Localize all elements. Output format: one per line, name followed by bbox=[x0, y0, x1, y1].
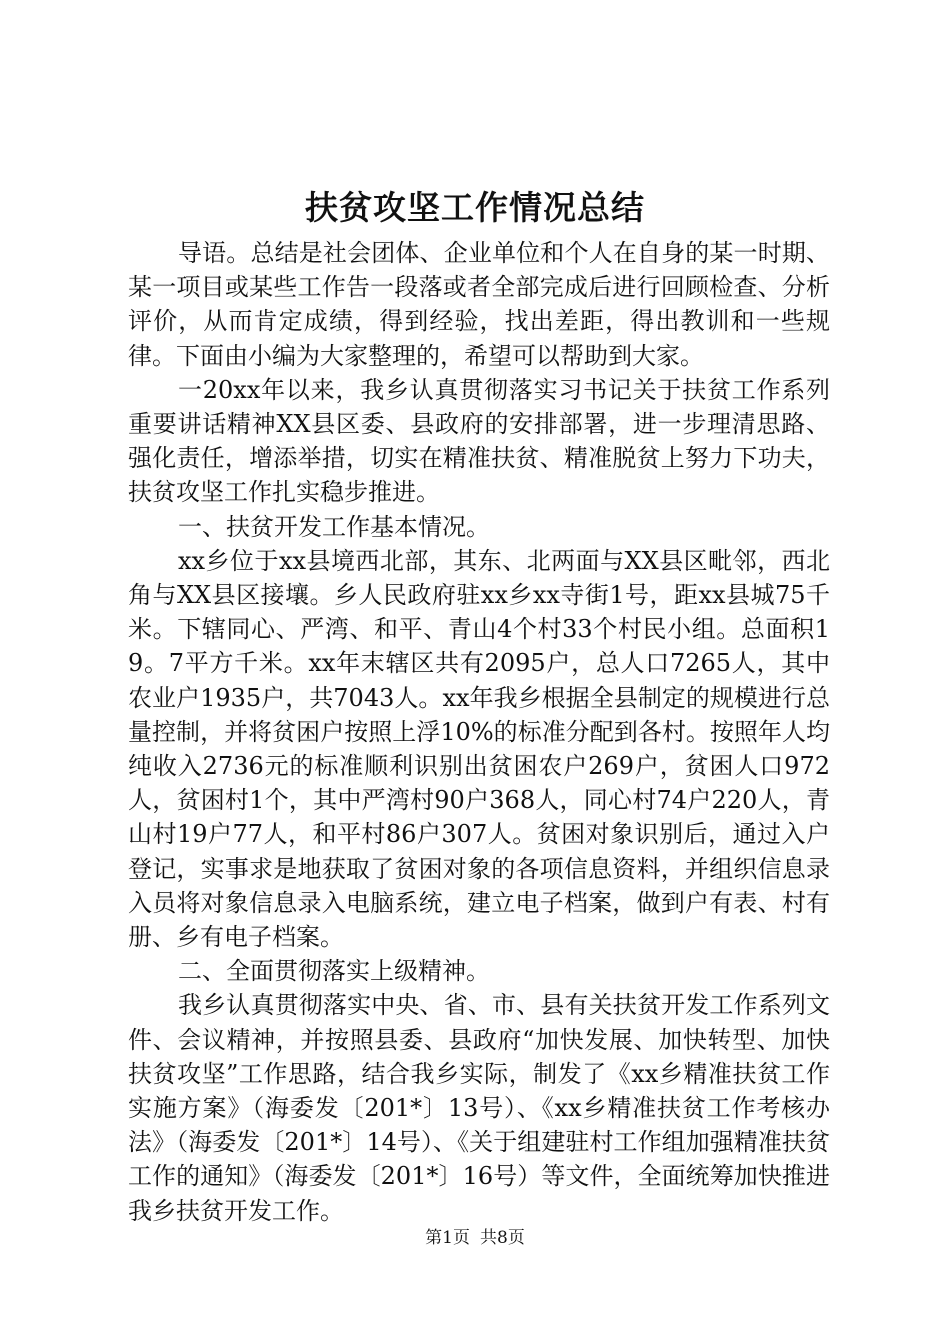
document-body bbox=[128, 236, 830, 1228]
page-number-current: 第1页 bbox=[425, 1228, 470, 1248]
page-footer bbox=[0, 1226, 950, 1250]
paragraph-overview: 一20xx年以来，我乡认真贯彻落实习书记关于扶贫工作系列重要讲话精神XX县区委、县政府的安排部署，进一步理清思路、强化责任，增添举措，切实在精准扶贫、精准脱贫上努力下功夫，扶贫攻坚工作扎实稳步推进。 bbox=[128, 375, 830, 507]
document-title: 扶贫攻坚工作情况总结 bbox=[305, 188, 645, 227]
paragraph-intro: 导语。总结是社会团体、企业单位和个人在自身的某一时期、某一项目或某些工作告一段落或者全部完成后进行回顾检查、分析评价，从而肯定成绩，得到经验，找出差距，得出教训和一些规律。下面由小编为大家整理的，希望可以帮助到大家。 bbox=[128, 239, 830, 370]
paragraph-basic-situation: xx乡位于xx县境西北部，其东、北两面与XX县区毗邻，西北角与XX县区接壤。乡人民政府驻xx乡xx寺街1号，距xx县城75千米。下辖同心、严湾、和平、青山4个村33个村民小组。总面积19。7平方千米。xx年末辖区共有2095户，总人口7265人，其中农业户1935户，共7043人。xx年我乡根据全县制定的规模进行总量控制，并将贫困户按照上浮10%的标准分配到各村。按照年人均纯收入2736元的标准顺利识别出贫困农户269户，贫困人口972人，贫困村1个，其中严湾村90户368人，同心村74户220人，青山村19户77人，和平村86户307人。贫困对象识别后，通过入户登记，实事求是地获取了贫困对象的各项信息资料，并组织信息录入员将对象信息录入电脑系统，建立电子档案，做到户有表、村有册、乡有电子档案。 bbox=[128, 546, 830, 952]
section-heading-implementation: 二、全面贯彻落实上级精神。 bbox=[178, 957, 490, 986]
paragraph-implementation: 我乡认真贯彻落实中央、省、市、县有关扶贫开发工作系列文件、会议精神，并按照县委、县政府“加快发展、加快转型、加快扶贫攻坚”工作思路，结合我乡实际，制发了《xx乡精准扶贫工作实施方案》（海委发〔201*〕13号）、《xx乡精准扶贫工作考核办法》（海委发〔201*〕14号）、《关于组建驻村工作组加强精准扶贫工作的通知》（海委发〔201*〕16号）等文件，全面统筹加快推进我乡扶贫开发工作。 bbox=[128, 991, 830, 1225]
section-heading-basic-situation: 一、扶贫开发工作基本情况。 bbox=[178, 512, 490, 541]
page-number-total: 共8页 bbox=[480, 1228, 525, 1248]
